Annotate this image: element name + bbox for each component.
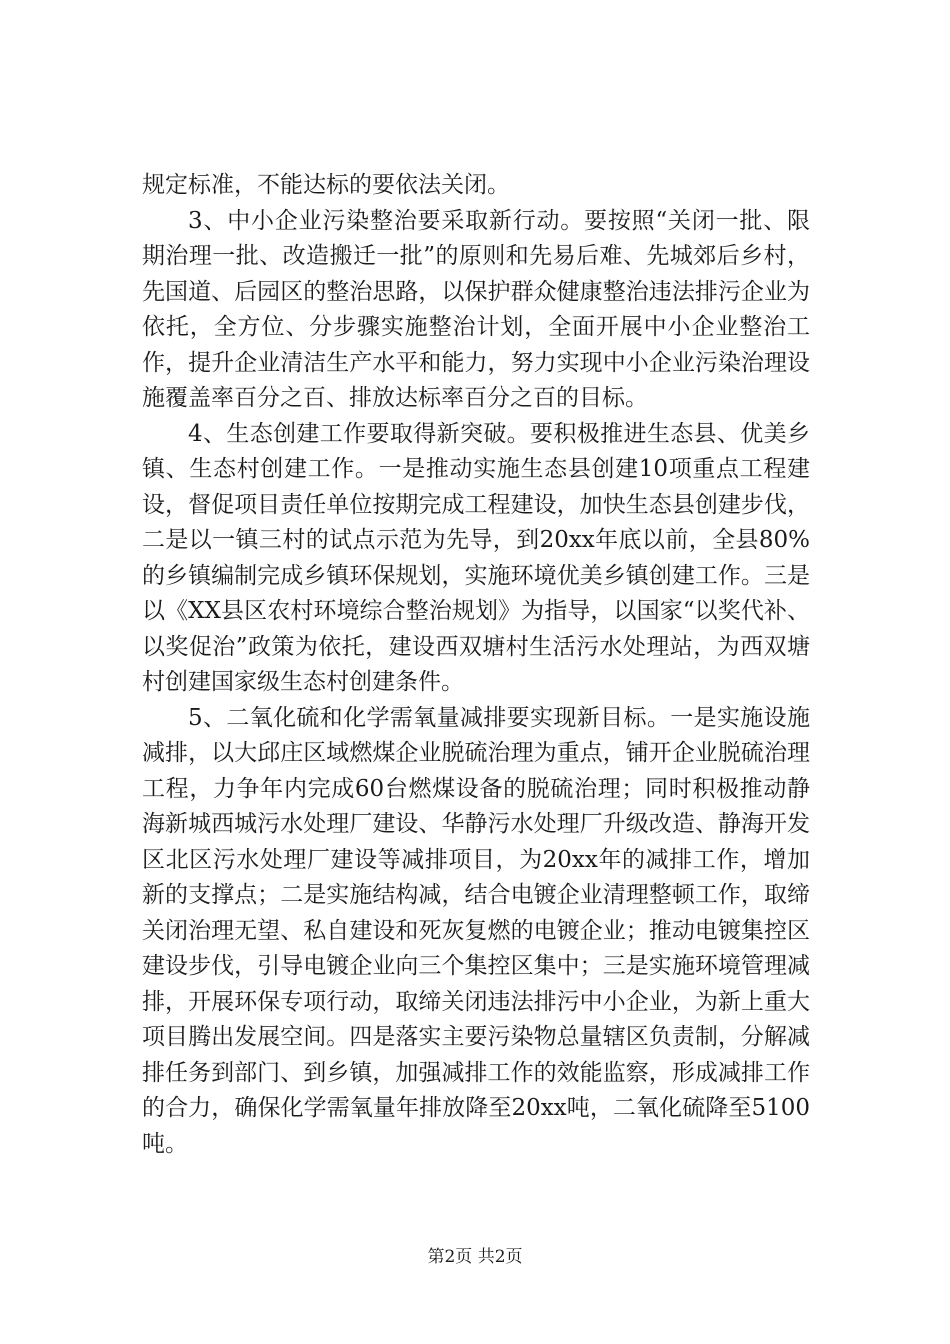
paragraph-continuation: 规定标准，不能达标的要依法关闭。 xyxy=(142,172,510,198)
paragraph-item-5: 5、二氧化硫和化学需氧量减排要实现新目标。一是实施设施减排，以大邱庄区域燃煤企业脱硫治理为重点，铺开企业脱硫治理工程，力争年内完成60台燃煤设备的脱硫治理；同时积极推动静海新城西城污水处理厂建设、华静污水处理厂升级改造、静海开发区北区污水处理厂建设等减排项目，为20xx年的减排工作，增加新的支撑点；二是实施结构减，结合电镀企业清理整顿工作，取缔关闭治理无望、私自建设和死灰复燃的电镀企业；推动电镀集控区建设步伐，引导电镀企业向三个集控区集中；三是实施环境管理减排，开展环保专项行动，取缔关闭违法排污中小企业，为新上重大项目腾出发展空间。四是落实主要污染物总量辖区负责制，分解减排任务到部门、到乡镇，加强减排工作的效能监察，形成减排工作的合力，确保化学需氧量年排放降至20xx吨，二氧化硫降至5100吨。 xyxy=(142,704,810,1157)
page-number-footer: 第2页 共2页 xyxy=(427,1247,523,1267)
paragraph-item-3: 3、中小企业污染整治要采取新行动。要按照“关闭一批、限期治理一批、改造搬迁一批”的原则和先易后难、先城郊后乡村，先国道、后园区的整治思路，以保护群众健康整治违法排污企业为依托，全方位、分步骤实施整治计划，全面开展中小企业整治工作，提升企业清洁生产水平和能力，努力实现中小企业污染治理设施覆盖率百分之百、排放达标率百分之百的目标。 xyxy=(142,207,810,411)
paragraph-item-4: 4、生态创建工作要取得新突破。要积极推进生态县、优美乡镇、生态村创建工作。一是推动实施生态县创建10项重点工程建设，督促项目责任单位按期完成工程建设，加快生态县创建步伐，二是以一镇三村的试点示范为先导，到20xx年底以前，全县80%的乡镇编制完成乡镇环保规划，实施环境优美乡镇创建工作。三是以《XX县区农村环境综合整治规划》为指导，以国家“以奖代补、以奖促治”政策为依托，建设西双塘村生活污水处理站，为西双塘村创建国家级生态村创建条件。 xyxy=(142,420,810,695)
document-body xyxy=(142,168,810,1162)
